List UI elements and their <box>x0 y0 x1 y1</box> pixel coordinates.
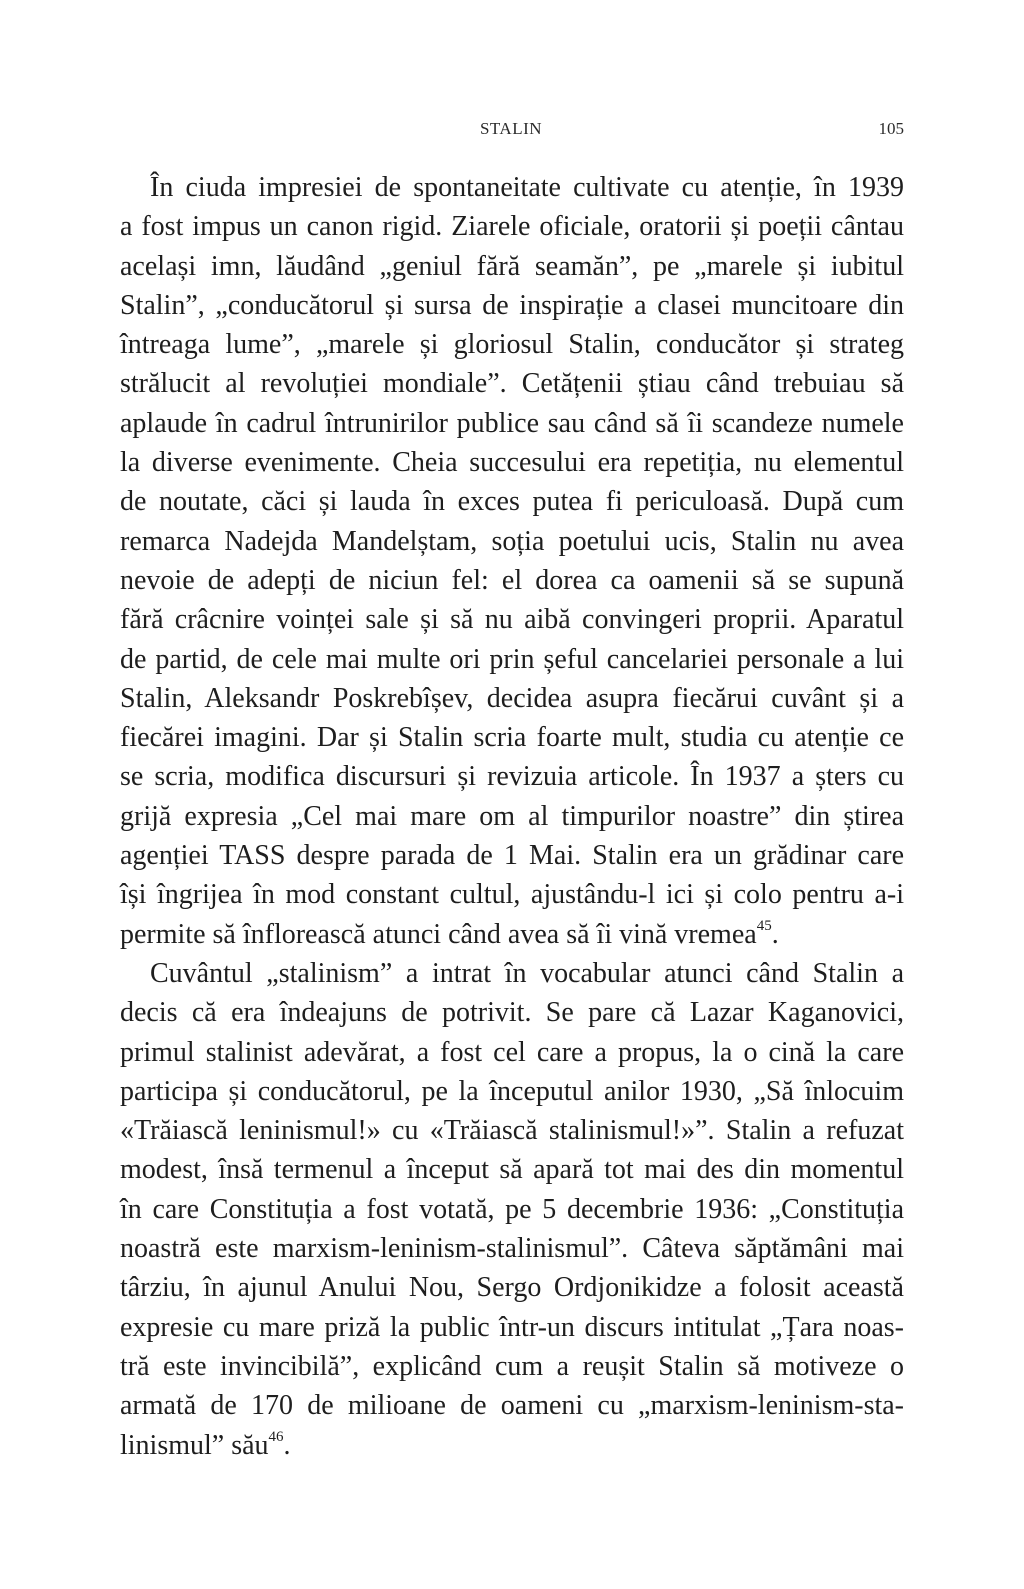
text-line: târziu, în ajunul Anului Nou, Sergo Ordjonikidze a folosit această <box>120 1272 904 1304</box>
text-line: remarca Nadejda Mandelștam, soția poetului ucis, Stalin nu avea <box>120 525 904 557</box>
footnote-ref-45[interactable]: 45 <box>756 917 772 934</box>
text-line: întreaga lume”, „marele și gloriosul Stalin, conducător și strateg <box>120 329 904 361</box>
text-line: fără crâcnire voinței sale și să nu aibă convingeri proprii. Aparatul <box>120 604 904 636</box>
text-line: linismul” său$^{46}$. <box>120 1428 291 1461</box>
paragraph-1 <box>120 168 904 954</box>
text-line: în care Constituția a fost votată, pe 5 decembrie 1936: „Constituția <box>120 1193 904 1225</box>
paragraph-2 <box>120 954 904 1465</box>
page-number: 105 <box>878 119 904 138</box>
text-line: expresie cu mare priză la public într-un discurs intitulat „Țara noas- <box>120 1311 904 1343</box>
text-line: tră este invincibilă”, explicând cum a reușit Stalin să motiveze o <box>120 1350 904 1382</box>
text-line: Cuvântul „stalinism” a intrat în vocabular atunci când Stalin a <box>150 957 904 989</box>
text-line: nevoie de adepți de niciun fel: el dorea ca oamenii să se supună <box>120 564 904 596</box>
text-line: grijă expresia „Cel mai mare om al timpurilor noastre” din știrea <box>120 800 904 832</box>
text-line: a fost impus un canon rigid. Ziarele oficiale, oratorii și poeții cântau <box>120 211 904 243</box>
text-line: În ciuda impresiei de spontaneitate cultivate cu atenție, în 1939 <box>150 172 904 203</box>
text-line: primul stalinist adevărat, a fost cel care a propus, la o cină la care <box>120 1036 904 1068</box>
running-head <box>118 119 904 143</box>
text-line: armată de 170 de milioane de oameni cu „marxism-leninism-sta- <box>120 1390 904 1422</box>
text-line: fiecărei imagini. Dar și Stalin scria foarte mult, studia cu atenție ce <box>120 722 904 754</box>
running-title: STALIN <box>479 119 543 138</box>
text-line: permite să înflorească atunci când avea să îi vină vremea$^{45}$. <box>120 917 779 950</box>
text-line: modest, însă termenul a început să apară tot mai des din momentul <box>120 1154 904 1186</box>
text-line: aplaude în cadrul întrunirilor publice sau când să îi scandeze numele <box>120 407 904 439</box>
text-line: Stalin, Aleksandr Poskrebîșev, decidea asupra fiecărui cuvânt și a <box>120 682 904 714</box>
text-line: la diverse evenimente. Cheia succesului era repetiția, nu elementul <box>120 447 904 479</box>
text-line: strălucit al revoluției mondiale”. Cetățenii știau când trebuiau să <box>120 368 904 400</box>
text-line: decis că era îndeajuns de potrivit. Se pare că Lazar Kaganovici, <box>120 997 904 1029</box>
text-line: «Trăiască leninismul!» cu «Trăiască stalinismul!»”. Stalin a refuzat <box>120 1115 904 1147</box>
text-line: își îngrijea în mod constant cultul, ajustându-l ici și colo pentru a-i <box>120 879 904 911</box>
text-line: același imn, lăudând „geniul fără seamăn”, pe „marele și iubitul <box>120 250 904 282</box>
text-line: participa și conducătorul, pe la începutul anilor 1930, „Să înlocuim <box>120 1075 904 1107</box>
text-line: Stalin”, „conducătorul și sursa de inspirație a clasei muncitoare din <box>120 289 904 321</box>
text-line: se scria, modifica discursuri și revizuia articole. În 1937 a șters cu <box>120 761 904 793</box>
text-line: de noutate, căci și lauda în exces putea fi periculoasă. După cum <box>120 486 904 518</box>
text-line: agenției TASS despre parada de 1 Mai. Stalin era un grădinar care <box>120 840 904 872</box>
text-line: de partid, de cele mai multe ori prin șeful cancelariei personale a lui <box>120 643 904 675</box>
footnote-ref-46[interactable]: 46 <box>268 1428 284 1445</box>
body-text <box>120 168 904 1465</box>
text-line: noastră este marxism-leninism-stalinismul”. Câteva săptămâni mai <box>120 1233 904 1265</box>
